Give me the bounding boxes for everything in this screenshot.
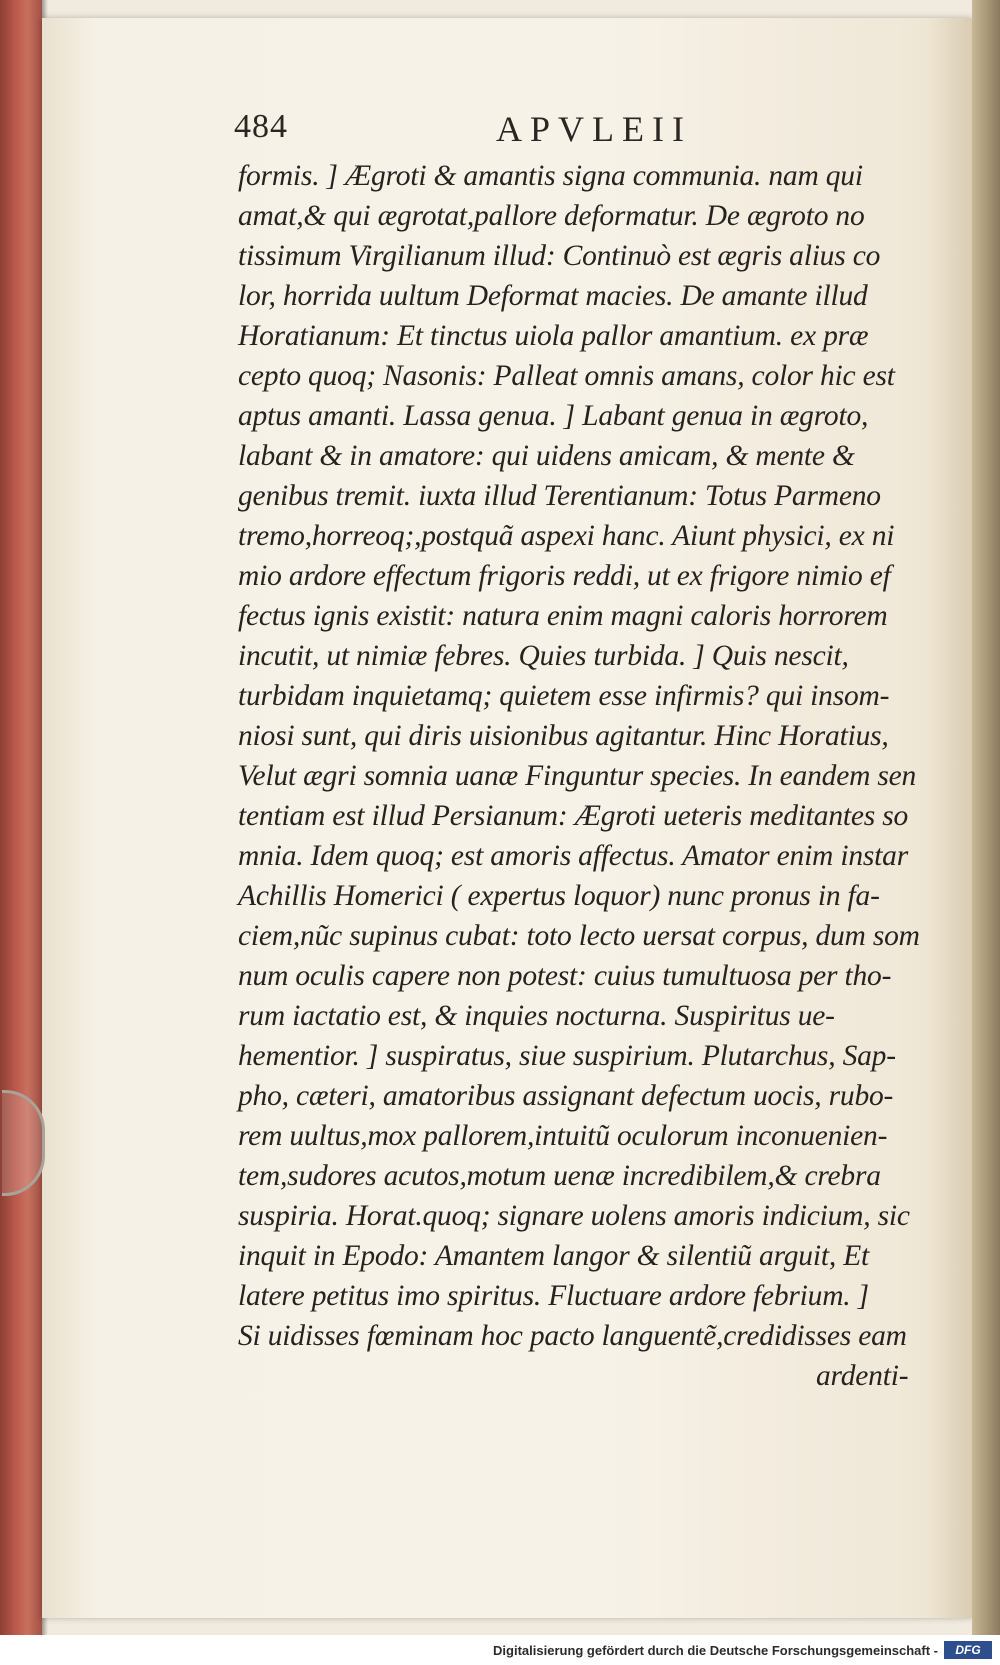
text-line: suspiria. Horat.quoq; signare uolens amoris indicium, sic	[238, 1200, 910, 1232]
text-line: mnia. Idem quoq; est amoris affectus. Amator enim instar	[238, 840, 908, 872]
text-line: num oculis capere non potest: cuius tumultuosa per tho-	[238, 960, 892, 992]
text-line: rem uultus,mox pallorem,intuitũ oculorum inconuenien-	[238, 1120, 888, 1152]
page-header	[234, 108, 834, 148]
text-line: Horatianum: Et tinctus uiola pallor amantium. ex præ	[238, 320, 869, 352]
text-line: ciem,nũc supinus cubat: toto lecto uersat corpus, dum som	[238, 920, 920, 952]
text-line: hementior. ] suspiratus, siue suspirium. Plutarchus, Sap-	[238, 1040, 896, 1072]
catchword: ardenti-	[816, 1360, 909, 1392]
text-line: Velut ægri somnia uanæ Finguntur species. In eandem sen	[238, 760, 917, 792]
text-line: mio ardore effectum frigoris reddi, ut ex frigore nimio ef	[238, 560, 891, 592]
funding-credit: Digitalisierung gefördert durch die Deutsche Forschungsgemeinschaft -	[493, 1643, 938, 1658]
page-number: 484	[234, 108, 288, 145]
text-line: cepto quoq; Nasonis: Palleat omnis amans, color hic est	[238, 360, 895, 392]
text-line: rum iactatio est, & inquies nocturna. Suspiritus ue-	[238, 1000, 835, 1032]
text-line: tem,sudores acutos,motum uenæ incredibilem,& crebra	[238, 1160, 881, 1192]
body-text	[238, 156, 938, 1396]
text-line: fectus ignis existit: natura enim magni caloris horrorem	[238, 600, 888, 632]
text-line: tremo,horreoq;,postquã aspexi hanc. Aiunt physici, ex ni	[238, 520, 895, 552]
text-line: genibus tremit. iuxta illud Terentianum: Totus Parmeno	[238, 480, 881, 512]
text-line: Si uidisses fœminam hoc pacto languentẽ,credidisses eam	[238, 1320, 907, 1352]
text-line: tissimum Virgilianum illud: Continuò est ægris alius co	[238, 240, 881, 272]
text-line: pho, cæteri, amatoribus assignant defectum uocis, rubo-	[238, 1080, 894, 1112]
text-line: latere petitus imo spiritus. Fluctuare ardore febrium. ]	[238, 1280, 869, 1312]
text-line: aptus amanti. Lassa genua. ] Labant genua in ægroto,	[238, 400, 869, 432]
text-line: amat,& qui ægrotat,pallore deformatur. De ægroto no	[238, 200, 865, 232]
text-line: inquit in Epodo: Amantem langor & silentiũ arguit, Et	[238, 1240, 870, 1272]
text-line: niosi sunt, qui diris uisionibus agitantur. Hinc Horatius,	[238, 720, 889, 752]
text-line: labant & in amatore: qui uidens amicam, & mente &	[238, 440, 855, 472]
dfg-logo: DFG	[944, 1641, 992, 1659]
book-cover-edge	[0, 0, 42, 1635]
running-title: APVLEII	[496, 109, 692, 149]
text-line: tentiam est illud Persianum: Ægroti ueteris meditantes so	[238, 800, 909, 832]
text-line: turbidam inquietamq; quietem esse infirmis? qui insom-	[238, 680, 890, 712]
page-block-edge	[972, 0, 1000, 1635]
text-line: lor, horrida uultum Deformat macies. De amante illud	[238, 280, 868, 312]
text-line: formis. ] Ægroti & amantis signa communia. nam qui	[238, 160, 863, 192]
text-line: incutit, ut nimiæ febres. Quies turbida. ] Quis nescit,	[238, 640, 849, 672]
text-line: Achillis Homerici ( expertus loquor) nunc pronus in fa-	[238, 880, 880, 912]
